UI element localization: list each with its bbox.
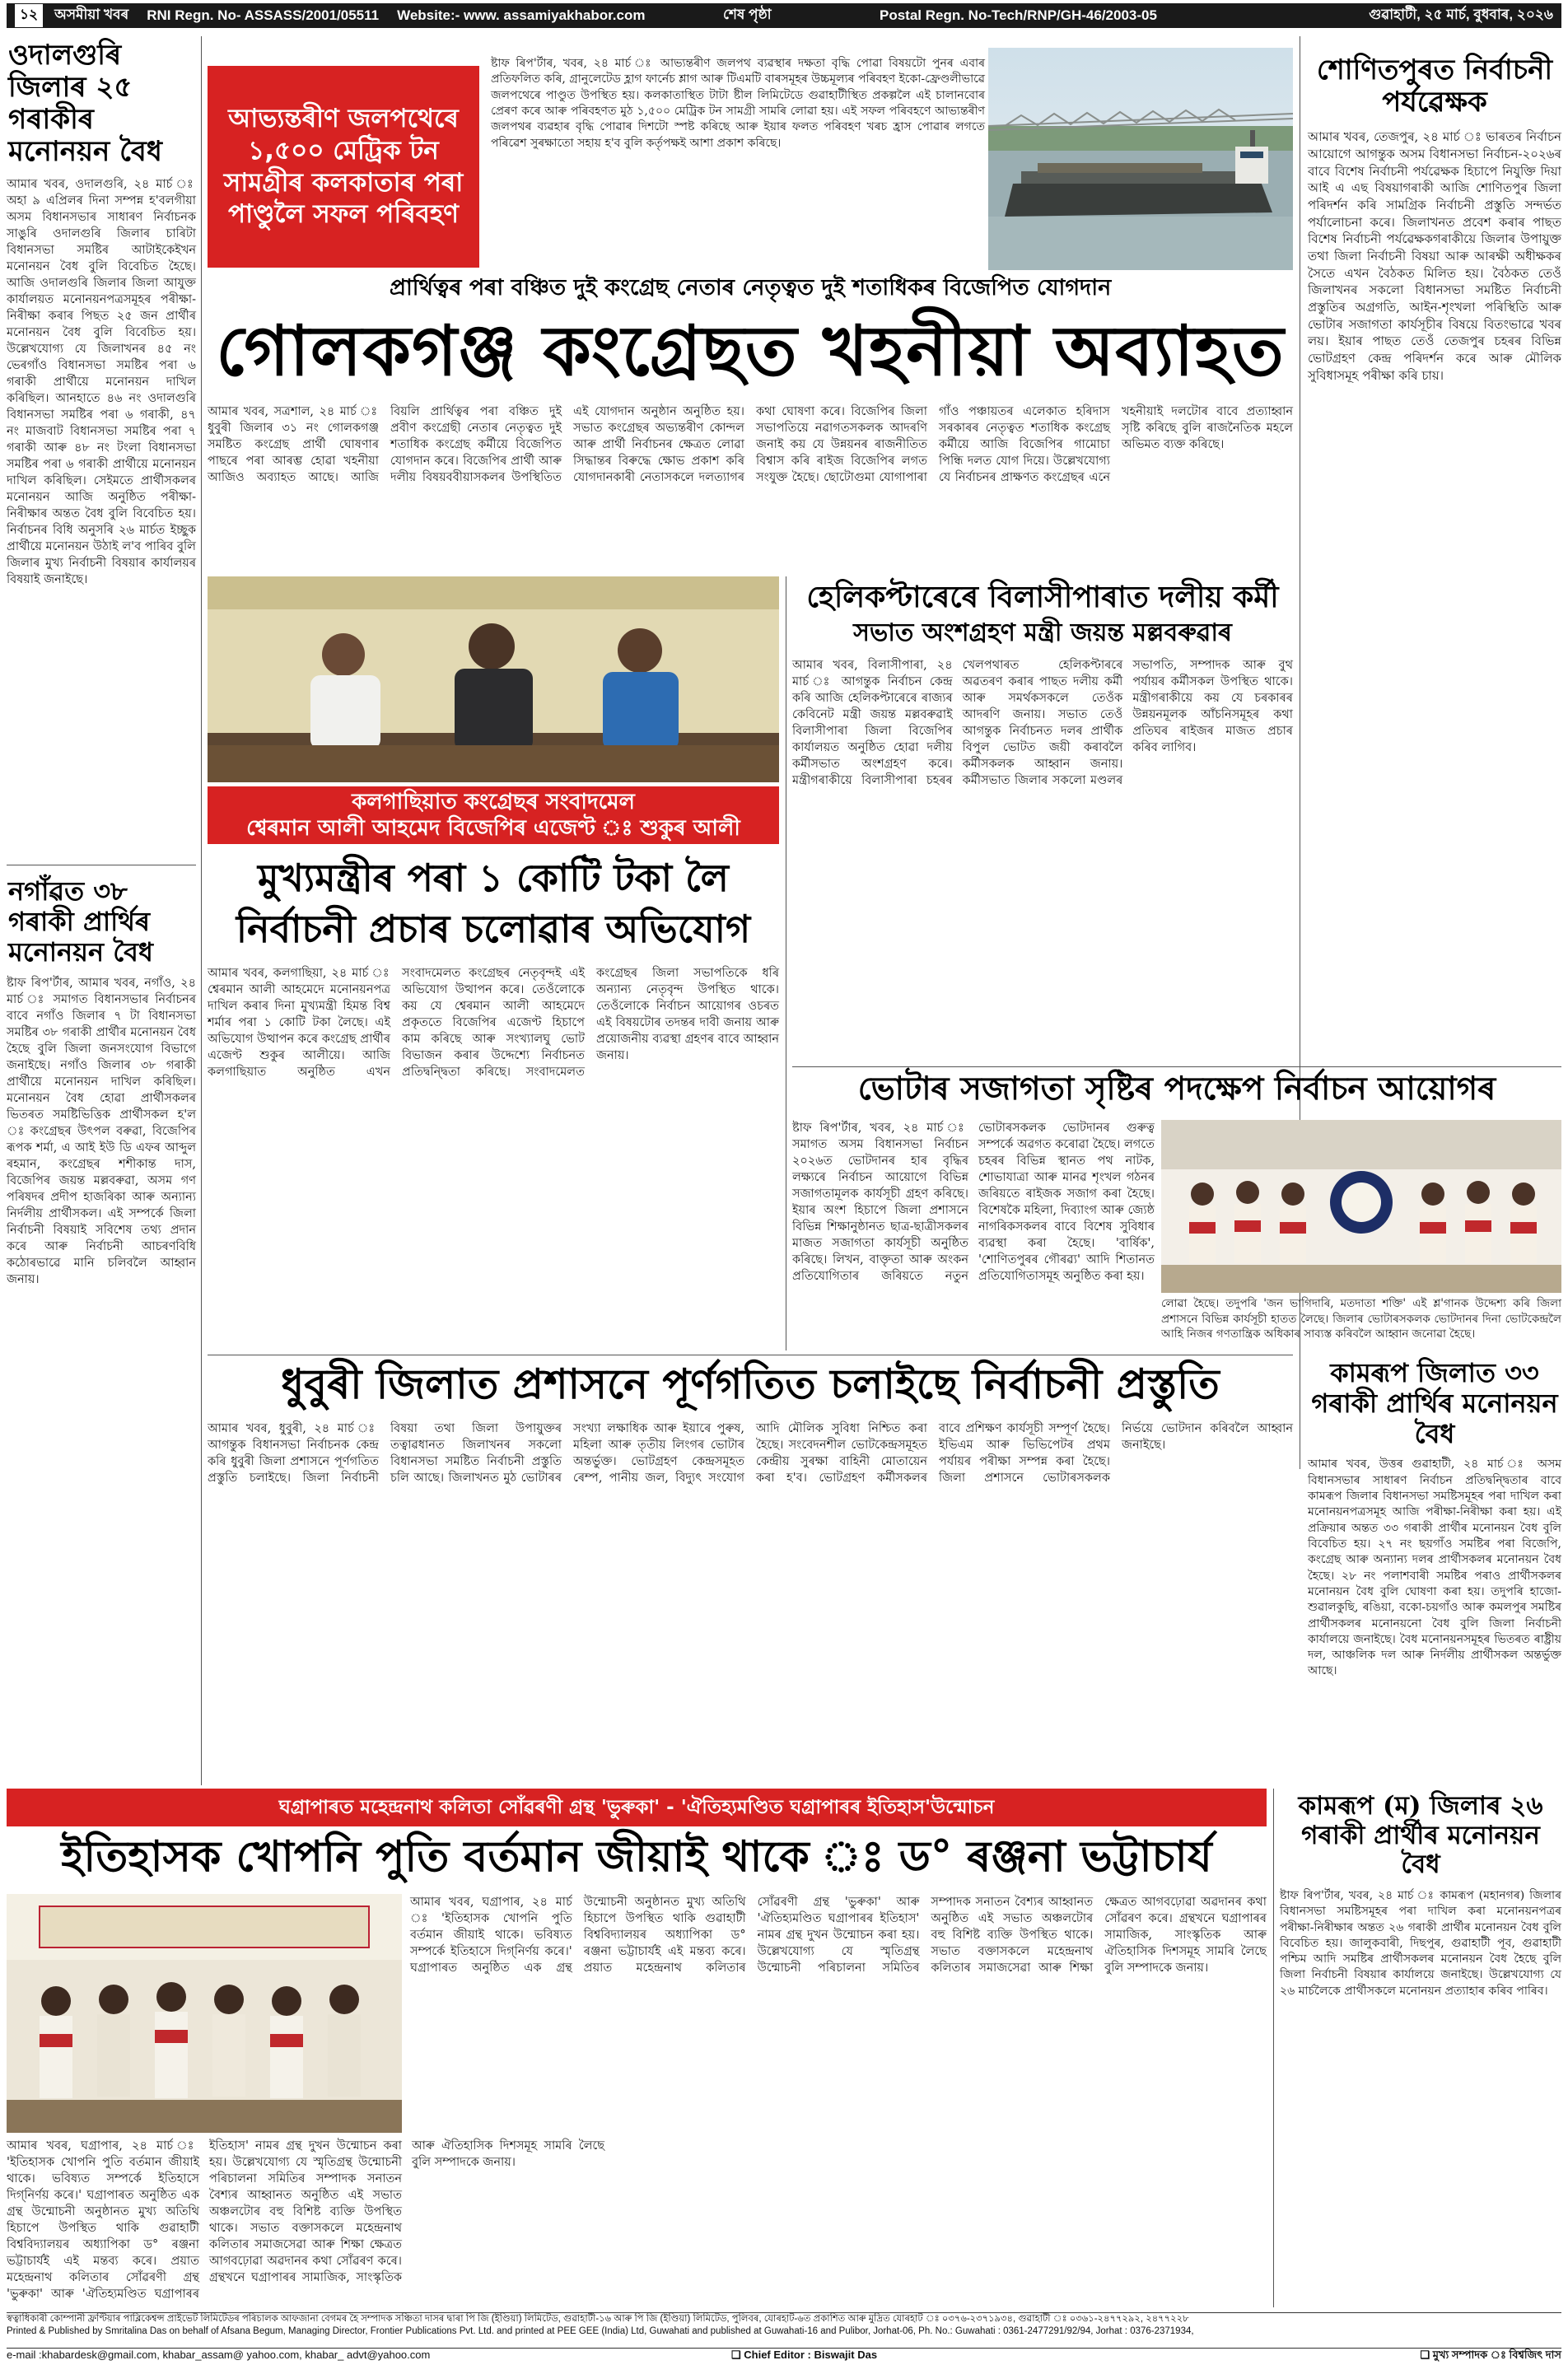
- page-number: ১২: [15, 4, 43, 27]
- dhubri-body: আমাৰ খবৰ, ধুবুৰী, ২৪ মাৰ্চ ঃ আগন্তুক বিধানসভা নিৰ্বাচনক কেন্দ্ৰ কৰি ধুবুৰী জিলা প্ৰশাসনে পূৰ্ণগতিত প্ৰস্তুতি চলাইছে। জিলা নিৰ্বাচনী বিষয়া তথা জিলা উপায়ুক্তৰ তত্বাৱধানত জিলাখনৰ সকলো বিধানসভা সমষ্টিত নিৰ্বাচনী প্ৰস্তুতি চলি আছে। জিলাখনত মুঠ ভোটাৰৰ সংখ্যা লক্ষাধিক আৰু ইয়াৰে পুৰুষ, মহিলা আৰু তৃতীয় লিংগৰ ভোটাৰ অন্তৰ্ভুক্ত। ভোটগ্ৰহণ কেন্দ্ৰসমূহত ৰেম্প, পানীয় জল, বিদ্যুৎ সংযোগ আদি মৌলিক সুবিধা নিশ্চিত কৰা হৈছে। সংবেদনশীল ভোটকেন্দ্ৰসমূহত কেন্দ্ৰীয় সুৰক্ষা বাহিনী মোতায়েন কৰা হ'ব। ভোটগ্ৰহণ কৰ্মীসকলৰ বাবে প্ৰশিক্ষণ কাৰ্যসূচী সম্পূৰ্ণ হৈছে। ইভিএম আৰু ভিভিপেটৰ প্ৰথম পৰ্যায়ৰ পৰীক্ষা সম্পন্ন কৰা হৈছে। জিলা প্ৰশাসনে ভোটাৰসকলক নিৰ্ভয়ে ভোটদান কৰিবলৈ আহ্বান জনাইছে।: [208, 1422, 1293, 1485]
- history-body-a: আমাৰ খবৰ, ঘগ্ৰাপাৰ, ২৪ মাৰ্চ ঃ 'ইতিহাসক খোপনি পুতি বৰ্তমান জীয়াই থাকে। ভবিষ্যত সম্পৰ্কে ইতিহাসে দিগ্‌নিৰ্ণয় কৰে।' ঘগ্ৰাপাৰত অনুষ্ঠিত এক গ্ৰন্থ উন্মোচনী অনুষ্ঠানত মুখ্য অতিথি হিচাপে উপস্থিত থাকি গুৱাহাটী বিশ্ববিদ্যালয়ৰ অধ্যাপিকা ড° ৰঞ্জনা ভট্টাচাৰ্যই এই মন্তব্য কৰে। প্ৰয়াত মহেন্দ্ৰনাথ কলিতাৰ সোঁৱৰণী গ্ৰন্থ 'ভুৰুকা' আৰু 'ঐতিহ্যমণ্ডিত ঘগ্ৰাপাৰৰ ইতিহাস' নামৰ গ্ৰন্থ দুখন উন্মোচন কৰা হয়। উল্লেখযোগ্য যে স্মৃতিগ্ৰন্থ উন্মোচনী পৰিচালনা সমিতিৰ সম্পাদক সনাতন বৈশ্যৰ আহ্বানত অনুষ্ঠিত এই সভাত অঞ্চলটোৰ বহু বিশিষ্ট ব্যক্তি উপস্থিত থাকে। সভাত বক্তাসকলে মহেন্দ্ৰনাথ কলিতাৰ সমাজসেৱা আৰু শিক্ষা ক্ষেত্ৰত আগবঢ়োৱা অৱদানৰ কথা সোঁৱৰণ কৰে। গ্ৰন্থখনে ঘগ্ৰাপাৰৰ সামাজিক, সাংস্কৃতিক আৰু ঐতিহাসিক দিশসমূহ সামৰি লৈছে বুলি সম্পাদকে জনায়।: [7, 2139, 604, 2301]
- helicopter-story-body: [792, 657, 1293, 1061]
- chief-editor-assamese: ❑ মুখ্য সম্পাদক ঃ বিশ্বজিৎ দাস: [1420, 2349, 1561, 2361]
- voter-story-body: [792, 1120, 1155, 1350]
- main-story-body: [208, 403, 1293, 568]
- rni-number: RNI Regn. No- ASSASS/2001/05511: [147, 7, 380, 23]
- main-body: আমাৰ খবৰ, সত্ৰশাল, ২৪ মাৰ্চ ঃ ধুবুৰী জিলাৰ ৩১ নং গোলকগঞ্জ সমষ্টিত কংগ্ৰেছ প্ৰাৰ্থী ঘোষণাৰ পাছৰে পৰা আৰম্ভ হোৱা খহনীয়া আজিও অব্যাহত আছে। আজি বিয়লি প্ৰাৰ্থিত্বৰ পৰা বঞ্চিত দুই প্ৰবীণ কংগ্ৰেছী নেতাৰ নেতৃত্বত দুই শতাধিক কংগ্ৰেছ কৰ্মীয়ে বিজেপিত যোগদান কৰে। বিজেপিৰ প্ৰাৰ্থী আৰু দলীয় বিষয়ববীয়াসকলৰ উপস্থিতিত এই যোগদান অনুষ্ঠান অনুষ্ঠিত হয়। সভাত কংগ্ৰেছৰ অভ্যন্তৰীণ কোন্দল আৰু প্ৰাৰ্থী নিৰ্বাচনৰ ক্ষেত্ৰত লোৱা সিদ্ধান্তৰ বিৰুদ্ধে ক্ষোভ প্ৰকাশ কৰি যোগদানকাৰী নেতাসকলে দলত্যাগৰ কথা ঘোষণা কৰে। বিজেপিৰ জিলা সভাপতিয়ে নৱাগতসকলক আদৰণি জনাই কয় যে উন্নয়নৰ ৰাজনীতিত বিশ্বাস কৰি ৰাইজ বিজেপিৰ লগত সংযুক্ত হৈছে। ছোটোগুমা যোগাপাৰা গাঁও পঞ্চায়তৰ এলেকাত হৰিদাস সৰকাৰৰ নেতৃত্বত শতাধিক কংগ্ৰেছ কৰ্মীয়ে আজি বিজেপিৰ গামোচা পিন্ধি দলত যোগ দিয়ে। উল্লেখযোগ্য যে নিৰ্বাচনৰ প্ৰাক্ষণত কংগ্ৰেছৰ এনে খহনীয়াই দলটোৰ বাবে প্ৰত্যাহ্বান সৃষ্টি কৰিছে বুলি ৰাজনৈতিক মহলে অভিমত ব্যক্ত কৰিছে।: [208, 405, 1293, 484]
- postal-regn: Postal Regn. No-Tech/RNP/GH-46/2003-05: [880, 7, 1157, 23]
- history-story-body: [7, 2138, 604, 2307]
- website: Website:- www. assamiyakhabor.com: [397, 7, 646, 23]
- odalguri-headline: ওদালগুৰি জিলাৰ ২৫ গৰাকীৰ মনোনয়ন বৈধ: [8, 39, 162, 169]
- observer-headline: শোণিতপুৰত নিৰ্বাচনী পৰ্যৱেক্ষক: [1316, 54, 1553, 119]
- nagaon-body: ষ্টাফ ৰিপ'ৰ্টাৰ, আমাৰ খবৰ, নগাঁও, ২৪ মাৰ্চ ঃ সমাগত বিধানসভাৰ নিৰ্বাচনৰ বাবে নগাঁও জিলাৰ ৭ টা বিধানসভা সমষ্টিৰ ৩৮ গৰাকী প্ৰাৰ্থীৰ মনোনয়ন বৈধ হৈছে বুলি জিলা জনসংযোগ বিভাগে জনাইছে। নগাঁও জিলাৰ ৩৮ গৰাকী প্ৰাৰ্থীয়ে মনোনয়ন দাখিল কৰিছিল। মনোনয়ন বৈধ হোৱা প্ৰাৰ্থীসকলৰ ভিতৰত সমষ্টিভিত্তিক প্ৰাৰ্থীসকল হ'ল ঃ কংগ্ৰেছৰ উৎপল বৰুৱা, বিজেপিৰ ৰূপক শৰ্মা, এ আই ইউ ডি এফৰ আব্দুল ৰহমান, কংগ্ৰেছৰ শশীকান্ত দাস, বিজেপিৰ জয়ন্ত মল্লবৰুৱা, অসম গণ পৰিষদৰ প্ৰদীপ হাজৰিকা আৰু অন্যান্য নিৰ্দলীয় প্ৰাৰ্থীসকল। এই সম্পৰ্কে জিলা নিৰ্বাচনী বিষয়াই সবিশেষ তথ্য প্ৰদান কৰে আৰু নিৰ্বাচনী আচৰণবিধি কঠোৰভাৱে মানি চলিবলৈ আহ্বান জনায়।: [7, 977, 196, 1287]
- press-meet-caption-line1: কলগাছিয়াত কংগ্ৰেছৰ সংবাদমেল: [352, 789, 635, 814]
- section-name: শেষ পৃষ্ঠা: [723, 7, 772, 22]
- nagaon-headline: নগাঁৱত ৩৮ গৰাকী প্ৰাৰ্থিৰ মনোনয়ন বৈধ: [8, 875, 153, 968]
- kamrup-33-story: [1308, 1355, 1561, 1783]
- kamrup-m-headline: কামৰূপ (ম) জিলাৰ ২৬ গৰাকী প্ৰাৰ্থীৰ মনোনয়ন বৈধ: [1298, 1791, 1543, 1880]
- press-meet-photo: [208, 576, 779, 782]
- main-kicker: প্ৰাৰ্থিত্বৰ পৰা বঞ্চিত দুই কংগ্ৰেছ নেতাৰ নেতৃত্বত দুই শতাধিকৰ বিজেপিত যোগদান: [389, 275, 1112, 301]
- waterway-headline: আভ্যন্তৰীণ জলপথেৰে ১,৫০০ মেট্ৰিক টন সামগ্ৰীৰ কলকাতাৰ পৰা পাণ্ডুলৈ সফল পৰিবহণ: [223, 104, 464, 230]
- imprint-assamese: স্বত্বাধিকাৰী কোম্পানী ফ্ৰণ্টিয়াৰ পাব্লিকেশ্বন্স প্ৰাইভেট লিমিটেডৰ পৰিচালক আফজানা বেগমৰ হৈ সম্পাদক সঞ্চিতা দাসৰ দ্বাৰা পি জি (ইণ্ডিয়া) লিমিটেড, গুৱাহাটী-১৬ আৰু পি জি (ইণ্ডিয়া) লিমিটেড, পুলিবৰ, যোৰহাট-৬ত প্ৰকাশিত আৰু মুদ্ৰিত যোৰহাট ঃ ০৩৭৬-২৩৭১৯৩৪, গুৱাহাটী ঃ ০৩৬১-২৪৭৭২৯২, ২৪৭৭২২৮: [7, 2314, 1189, 2324]
- voter-side-text: লোৱা হৈছে। তদুপৰি 'জন ভাগিদাৰি, মতদাতা শক্তি' এই শ্ল'গানক উদ্দেশ্য কৰি জিলা প্ৰশাসনে বিভিন্ন কাৰ্যসূচী হাতত লৈছে। জিলাৰ ভোটাৰসকলক ভোটদানৰ দিনা ভোটকেন্দ্ৰলৈ আহি নিজৰ গণতান্ত্ৰিক অধিকাৰ সাব্যস্ত কৰিবলৈ আহ্বান জনোৱা হৈছে।: [1161, 1297, 1561, 1341]
- history-headline: ইতিহাসক খোপনি পুতি বৰ্তমান জীয়াই থাকে ঃ ড° ৰঞ্জনা ভট্টাচাৰ্য: [61, 1831, 1212, 1882]
- waterway-body: ষ্টাফ ৰিপ'ৰ্টাৰ, খবৰ, ২৪ মাৰ্চ ঃ আভ্যন্তৰীণ জলপথ ব্যৱস্থাৰ দক্ষতা বৃদ্ধি পোৱা বিষয়টো পুনৰ এবাৰ প্ৰতিফলিত কৰি, গ্ৰানুলেটেড হ্লাগ ফাৰ্নেচ শ্লাগ আৰু টিএমটি বাৰসমূহৰ উচ্চমূল্যৰ পৰিবহণ ইকো-ফ্ৰেণ্ডলীভাৱে জলপথেৰে পাণ্ডুত উপস্থিত হয়। কলকাতাস্থিত টাটা ষ্টীল লিমিটেডে গুৱাহাটীস্থিত প্ৰকল্পলৈ এই চালানবোৰ প্ৰেৰণ কৰে আৰু পৰিবহণত মুঠ ১,৫০০ মেট্ৰিক টন সামগ্ৰী সামৰি লোৱা হয়। এই সফল পৰিবহণে আভ্যন্তৰীণ জলপথৰ ব্যৱহাৰ বৃদ্ধি পোৱাৰ দিশটো স্পষ্ট কৰিছে আৰু ইয়াৰ ফলত পৰিবহণ খৰচ হ্ৰাস পোৱাৰ লগতে পৰিৱেশ সুৰক্ষাতো সহায় হ'ব বুলি কৰ্তৃপক্ষই আশা প্ৰকাশ কৰিছে।: [491, 57, 985, 150]
- voter-awareness-photo: [1161, 1120, 1561, 1293]
- issue-date: গুৱাহাটী, ২৫ মাৰ্চ, বুধবাৰ, ২০২৬: [1369, 7, 1553, 22]
- observer-body: আমাৰ খবৰ, তেজপুৰ, ২৪ মাৰ্চ ঃ ভাৰতৰ নিৰ্বাচন আয়োগে আগন্তুক অসম বিধানসভা নিৰ্বাচন-২০২৬ৰ বাবে বিশেষ নিৰ্বাচনী পৰ্যৱেক্ষক হিচাপে নিযুক্তি দিয়া আই এ এছ বিষয়াগৰাকী আজি শোণিতপুৰ জিলা পৰিদৰ্শন কৰি সামগ্ৰিক নিৰ্বাচনী প্ৰস্তুতি সন্দৰ্ভত পৰ্যালোচনা কৰে। জিলাখনত প্ৰবেশ কৰাৰ পাছত বিশেষ নিৰ্বাচনী পৰ্যৱেক্ষকগৰাকীয়ে জিলাৰ উপায়ুক্ত তথা জিলা নিৰ্বাচনী বিষয়া আৰু আৰক্ষী অধীক্ষকৰ সৈতে এখন বৈঠকত মিলিত হয়। বৈঠকত তেওঁ জিলাখনৰ সকলো বিধানসভা সমষ্টিত নিৰ্বাচনী প্ৰস্তুতিৰ অগ্ৰগতি, আইন-শৃংখলা পৰিস্থিতি আৰু ভোটাৰ সজাগতা কাৰ্যসূচীৰ বিষয়ে বিতংভাৱে খবৰ লয়। ইয়াৰ পাছত তেওঁ তেজপুৰ চহৰৰ বিভিন্ন ভোটগ্ৰহণ কেন্দ্ৰ পৰিদৰ্শন কৰে আৰু মৌলিক সুবিধাসমূহ পৰীক্ষা কৰি চায়।: [1308, 129, 1561, 383]
- kamrup-33-headline: কামৰূপ জিলাত ৩৩ গৰাকী প্ৰাৰ্থিৰ মনোনয়ন বৈধ: [1311, 1357, 1558, 1449]
- imprint-english: Printed & Published by Smritalina Das on behalf of Afsana Begum, Managing Director, Frontier Publications Pvt. Ltd. and printed at PEE GEE (India) Ltd, Guwahati and published at Guwahati-16 and Pulibor, Jorhat-06, Ph. No.: Guwahati : 0361-2477291/92/94, Jorhat : 0376-2371934,: [7, 2325, 1194, 2336]
- history-story-body-2: [410, 1894, 1267, 2306]
- cm-headline-2: নিৰ্বাচনী প্ৰচাৰ চলোৱাৰ অভিযোগ: [236, 907, 751, 951]
- ghograpar-banner: [7, 1789, 1267, 1826]
- odalguri-story: [7, 36, 196, 860]
- footer-email: e-mail :khabardesk@gmail.com, khabar_assam@ yahoo.com, khabar_ advt@yahoo.com: [7, 2349, 431, 2361]
- cm-headline-1: মুখ্যমন্ত্ৰীৰ পৰা ১ কোটি টকা লৈ: [258, 856, 729, 900]
- helicopter-headline-1: হেলিকপ্টাৰেৰে বিলাসীপাৰাত দলীয় কৰ্মী: [806, 580, 1279, 614]
- cm-story-body: [208, 965, 779, 1344]
- odalguri-body: আমাৰ খবৰ, ওদালগুৰি, ২৪ মাৰ্চ ঃ অহা ৯ এপ্ৰিলৰ দিনা সম্পন্ন হ'বলগীয়া অসম বিধানসভাৰ সাধাৰণ নিৰ্বাচনক সাঙুৰি ওদালগুৰি জিলাৰ চাৰিটা বিধানসভা সমষ্টিৰ আটাইকেইখন মনোনয়ন বৈধ বুলি বিবেচিত হৈছে। আজি ওদালগুৰি জিলাৰ জিলা আযুক্ত কাৰ্যালয়ত মনোনয়নপত্ৰসমূহৰ পৰীক্ষা-নিৰীক্ষা কৰাৰ পিছত ২৫ জন প্ৰাৰ্থীৰ মনোনয়ন বৈধ বুলি বিবেচিত হয়। উল্লেখযোগ্য যে জিলাখনৰ ৪৫ নং ভেৰগাঁও বিধানসভা সমষ্টিৰ পৰা ৬ গৰাকী প্ৰাৰ্থীয়ে মনোনয়ন দাখিল কৰিছিল। আনহাতে ৪৬ নং ওদালগুৰি বিধানসভা সমষ্টিৰ পৰা ৬ গৰাকী, ৪৭ নং মাজবাট বিধানসভা সমষ্টিৰ পৰা ৭ গৰাকী আৰু ৪৮ নং টংলা বিধানসভা সমষ্টিৰ পৰা ৬ গৰাকী প্ৰাৰ্থীয়ে মনোনয়ন দাখিল কৰিছিল। সেইমতে প্ৰাৰ্থীসকলৰ মনোনয়ন আজি অনুষ্ঠিত পৰীক্ষা-নিৰীক্ষাৰ অন্তত বৈধ বুলি বিবেচিত হয়। নিৰ্বাচনৰ বিধি অনুসৰি ২৬ মাৰ্চত ইচ্ছুক প্ৰাৰ্থীয়ে মনোনয়ন উঠাই ল'ব পাৰিব বুলি জিলাৰ মুখ্য নিৰ্বাচনী বিষয়াৰ কাৰ্যালয়ৰ বিষয়াই জনাইছে।: [7, 178, 196, 587]
- chief-editor-english: ❑ Chief Editor : Biswajit Das: [731, 2349, 878, 2361]
- kamrup-m-body: ষ্টাফ ৰিপ'ৰ্টাৰ, খবৰ, ২৪ মাৰ্চ ঃ কামৰূপ (মহানগৰ) জিলাৰ বিধানসভা সমষ্টিসমূহৰ পৰা দাখিল কৰা মনোনয়নপত্ৰৰ পৰীক্ষা-নিৰীক্ষাৰ অন্তত ২৬ গৰাকী প্ৰাৰ্থীৰ মনোনয়ন বৈধ বুলি বিবেচিত হয়। জালুকবাৰী, দিছপুৰ, গুৱাহাটী পূব, গুৱাহাটী পশ্চিম আদি সমষ্টিৰ প্ৰাৰ্থীসকলৰ মনোনয়ন বৈধ হৈছে বুলি জিলা নিৰ্বাচনী বিষয়াৰ কাৰ্যালয়ে জনাইছে। উল্লেখযোগ্য যে ২৬ মাৰ্চলৈকে প্ৰাৰ্থীসকলে মনোনয়ন প্ৰত্যাহাৰ কৰিব পাৰিব।: [1280, 1888, 1561, 1998]
- ghograpar-banner-text: ঘগ্ৰাপাৰত মহেন্দ্ৰনাথ কলিতা সোঁৱৰণী গ্ৰন্থ 'ভুৰুকা' - 'ঐতিহ্যমণ্ডিত ঘগ্ৰাপাৰৰ ইতিহাস'উন্মোচন: [278, 1796, 995, 1818]
- imprint-footer: [7, 2312, 1561, 2360]
- voter-body: ষ্টাফ ৰিপ'ৰ্টাৰ, খবৰ, ২৪ মাৰ্চ ঃ সমাগত অসম বিধানসভা নিৰ্বাচন ২০২৬ত ভোটদানৰ হাৰ বৃদ্ধিৰ লক্ষ্যৰে নিৰ্বাচন আয়োগে বিভিন্ন সজাগতামূলক কাৰ্যসূচী গ্ৰহণ কৰিছে। ইয়াৰ অংশ হিচাপে জিলা প্ৰশাসনে বিভিন্ন শিক্ষানুষ্ঠানত ছাত্ৰ-ছাত্ৰীসকলৰ মাজত সজাগতা কাৰ্যসূচী অনুষ্ঠিত কৰিছে। লিখন, বাক্তৃতা আৰু অংকন প্ৰতিযোগিতাৰ জৰিয়তে নতুন ভোটাৰসকলক ভোটদানৰ গুৰুত্ব সম্পৰ্কে অৱগত কৰোৱা হৈছে। লগতে চহৰৰ বিভিন্ন স্থানত পথ নাটক, শোভাযাত্ৰা আৰু মানৱ শৃংখল গঠনৰ জৰিয়তে ৰাইজক সজাগ কৰা হৈছে। বিশেষকৈ মহিলা, দিব্যাংগ আৰু জ্যেষ্ঠ নাগৰিকসকলৰ বাবে বিশেষ সুবিধাৰ ব্যৱস্থা কৰা হৈছে। 'বাৰ্ষিক', 'শোণিতপুৰৰ গৌৰৱ্য' আদি শিতানত প্ৰতিযোগিতাসমূহ অনুষ্ঠিত কৰা হয়।: [792, 1122, 1155, 1283]
- nagaon-story: [7, 873, 196, 1785]
- press-meet-caption: [208, 786, 779, 844]
- kamrup-33-body: আমাৰ খবৰ, উত্তৰ গুৱাহাটী, ২৪ মাৰ্চ ঃ অসম বিধানসভাৰ সাধাৰণ নিৰ্বাচন প্ৰতিদ্বন্দ্বিতাৰ বাবে কামৰূপ জিলাৰ বিধানসভা সমষ্টিসমূহৰ পৰা দাখিল কৰা মনোনয়নপত্ৰসমূহ আজি পৰীক্ষা-নিৰীক্ষা কৰা হয়। এই প্ৰক্ৰিয়াৰ অন্তত ৩৩ গৰাকী প্ৰাৰ্থীৰ মনোনয়ন বৈধ বুলি বিবেচিত হয়। ২৭ নং ছয়গাঁও সমষ্টিৰ পৰা বিজেপি, কংগ্ৰেছ আৰু অন্যান্য দলৰ প্ৰাৰ্থীসকলৰ মনোনয়ন বৈধ হৈছে। ২৮ নং পলাশবাৰী সমষ্টিৰ পৰাও প্ৰাৰ্থীসকলৰ মনোনয়ন বৈধ বুলি ঘোষণা কৰা হয়। তদুপৰি হাজো-শুৱালকুছি, ৰঙিয়া, বকো-চয়গাঁও আৰু কমলপুৰ সমষ্টিৰ প্ৰাৰ্থীসকলৰ মনোনয়নো বৈধ বুলি জিলা নিৰ্বাচনী কাৰ্যালয়ে জনাইছে। বৈধ মনোনয়নসমূহৰ ভিতৰত ৰাষ্ট্ৰীয় দল, আঞ্চলিক দল আৰু নিৰ্দলীয় প্ৰাৰ্থীসকল অন্তৰ্ভুক্ত আছে।: [1308, 1458, 1561, 1678]
- kamrup-m-story: [1280, 1789, 1561, 2307]
- helicopter-headline-2: সভাত অংশগ্ৰহণ মন্ত্ৰী জয়ন্ত মল্লবৰুৱাৰ: [853, 618, 1232, 647]
- voter-side-body: [1161, 1296, 1561, 1352]
- voter-headline: ভোটাৰ সজাগতা সৃষ্টিৰ পদক্ষেপ নিৰ্বাচন আয়োগৰ: [857, 1070, 1496, 1108]
- press-meet-caption-line2: শ্বেৰমান আলী আহমেদ বিজেপিৰ এজেণ্ট ঃ শুকুৰ আলী: [246, 816, 740, 841]
- cm-body: আমাৰ খবৰ, কলগাছিয়া, ২৪ মাৰ্চ ঃ শ্বেৰমান আলী আহমেদে মনোনয়নপত্ৰ দাখিল কৰাৰ দিনা মুখ্যমন্ত্ৰী হিমন্ত বিশ্ব শৰ্মাৰ পৰা ১ কোটি টকা লৈছে। এই অভিযোগ উত্থাপন কৰে কংগ্ৰেছ প্ৰাৰ্থীৰ এজেণ্ট শুকুৰ আলীয়ে। আজি কলগাছিয়াত অনুষ্ঠিত এখন সংবাদমেলত কংগ্ৰেছৰ নেতৃবৃন্দই এই অভিযোগ উত্থাপন কৰে। তেওঁলোকে কয় যে শ্বেৰমান আলী আহমেদে প্ৰকৃততে বিজেপিৰ এজেণ্ট হিচাপে কাম কৰিছে আৰু সংখ্যালঘু ভোট বিভাজন কৰাৰ উদ্দেশ্যে নিৰ্বাচনত প্ৰতিদ্বন্দ্বিতা কৰিছে। সংবাদমেলত কংগ্ৰেছৰ জিলা সভাপতিকে ধৰি অন্যান্য নেতৃবৃন্দ উপস্থিত থাকে। তেওঁলোকে নিৰ্বাচন আয়োগৰ ওচৰত এই বিষয়টোৰ তদন্তৰ দাবী জনায় আৰু প্ৰয়োজনীয় ব্যৱস্থা গ্ৰহণৰ বাবে আহ্বান জনায়।: [208, 967, 779, 1079]
- paper-name: অসমীয়া খবৰ: [54, 7, 129, 22]
- history-body-b: আমাৰ খবৰ, ঘগ্ৰাপাৰ, ২৪ মাৰ্চ ঃ 'ইতিহাসক খোপনি পুতি বৰ্তমান জীয়াই থাকে। ভবিষ্যত সম্পৰ্কে ইতিহাসে দিগ্‌নিৰ্ণয় কৰে।' ঘগ্ৰাপাৰত অনুষ্ঠিত এক গ্ৰন্থ উন্মোচনী অনুষ্ঠানত মুখ্য অতিথি হিচাপে উপস্থিত থাকি গুৱাহাটী বিশ্ববিদ্যালয়ৰ অধ্যাপিকা ড° ৰঞ্জনা ভট্টাচাৰ্যই এই মন্তব্য কৰে। প্ৰয়াত মহেন্দ্ৰনাথ কলিতাৰ সোঁৱৰণী গ্ৰন্থ 'ভুৰুকা' আৰু 'ঐতিহ্যমণ্ডিত ঘগ্ৰাপাৰৰ ইতিহাস' নামৰ গ্ৰন্থ দুখন উন্মোচন কৰা হয়। উল্লেখযোগ্য যে স্মৃতিগ্ৰন্থ উন্মোচনী পৰিচালনা সমিতিৰ সম্পাদক সনাতন বৈশ্যৰ আহ্বানত অনুষ্ঠিত এই সভাত অঞ্চলটোৰ বহু বিশিষ্ট ব্যক্তি উপস্থিত থাকে। সভাত বক্তাসকলে মহেন্দ্ৰনাথ কলিতাৰ সমাজসেৱা আৰু শিক্ষা ক্ষেত্ৰত আগবঢ়োৱা অৱদানৰ কথা সোঁৱৰণ কৰে। গ্ৰন্থখনে ঘগ্ৰাপাৰৰ সামাজিক, সাংস্কৃতিক আৰু ঐতিহাসিক দিশসমূহ সামৰি লৈছে বুলি সম্পাদকে জনায়।: [410, 1896, 1267, 1975]
- helicopter-body: আমাৰ খবৰ, বিলাসীপাৰা, ২৪ মাৰ্চ ঃ আগন্তুক নিৰ্বাচন কেন্দ্ৰ কৰি আজি হেলিকপ্টাৰেৰে ৰাজ্যৰ কেবিনেট মন্ত্ৰী জয়ন্ত মল্লবৰুৱাই বিলাসীপাৰা জিলা বিজেপিৰ কাৰ্যালয়ত অনুষ্ঠিত হোৱা দলীয় কৰ্মীসভাত অংশগ্ৰহণ কৰে। মন্ত্ৰীগৰাকীয়ে বিলাসীপাৰা চহৰৰ খেলপথাৰত হেলিকপ্টাৰৰে অৱতৰণ কৰাৰ পাছত দলীয় কৰ্মী আৰু সমৰ্থকসকলে তেওঁক আদৰণি জনায়। সভাত তেওঁ আগন্তুক নিৰ্বাচনত দলৰ প্ৰাৰ্থীক বিপুল ভোটত জয়ী কৰাবলৈ কৰ্মীসকলক আহ্বান জনায়। কৰ্মীসভাত জিলাৰ সকলো মণ্ডলৰ সভাপতি, সম্পাদক আৰু বুথ পৰ্যায়ৰ কৰ্মীসকল উপস্থিত থাকে। মন্ত্ৰীগৰাকীয়ে কয় যে চৰকাৰৰ উন্নয়নমূলক আঁচনিসমূহৰ কথা প্ৰতিঘৰ ৰাইজৰ মাজত প্ৰচাৰ কৰিব লাগিব।: [792, 659, 1293, 787]
- book-launch-photo: [7, 1894, 402, 2133]
- dhubri-headline: ধুবুৰী জিলাত প্ৰশাসনে পূৰ্ণগতিত চলাইছে নিৰ্বাচনী প্ৰস্তুতি: [281, 1360, 1220, 1408]
- dhubri-story-body: [208, 1420, 1293, 1783]
- waterway-body-col: [491, 56, 985, 262]
- cargo-ship-photo: [988, 48, 1293, 270]
- waterway-headline-box: [208, 66, 479, 268]
- masthead-bar: [7, 3, 1561, 28]
- main-headline: গোলকগঞ্জ কংগ্ৰেছত খহনীয়া অব্যাহত: [216, 310, 1285, 391]
